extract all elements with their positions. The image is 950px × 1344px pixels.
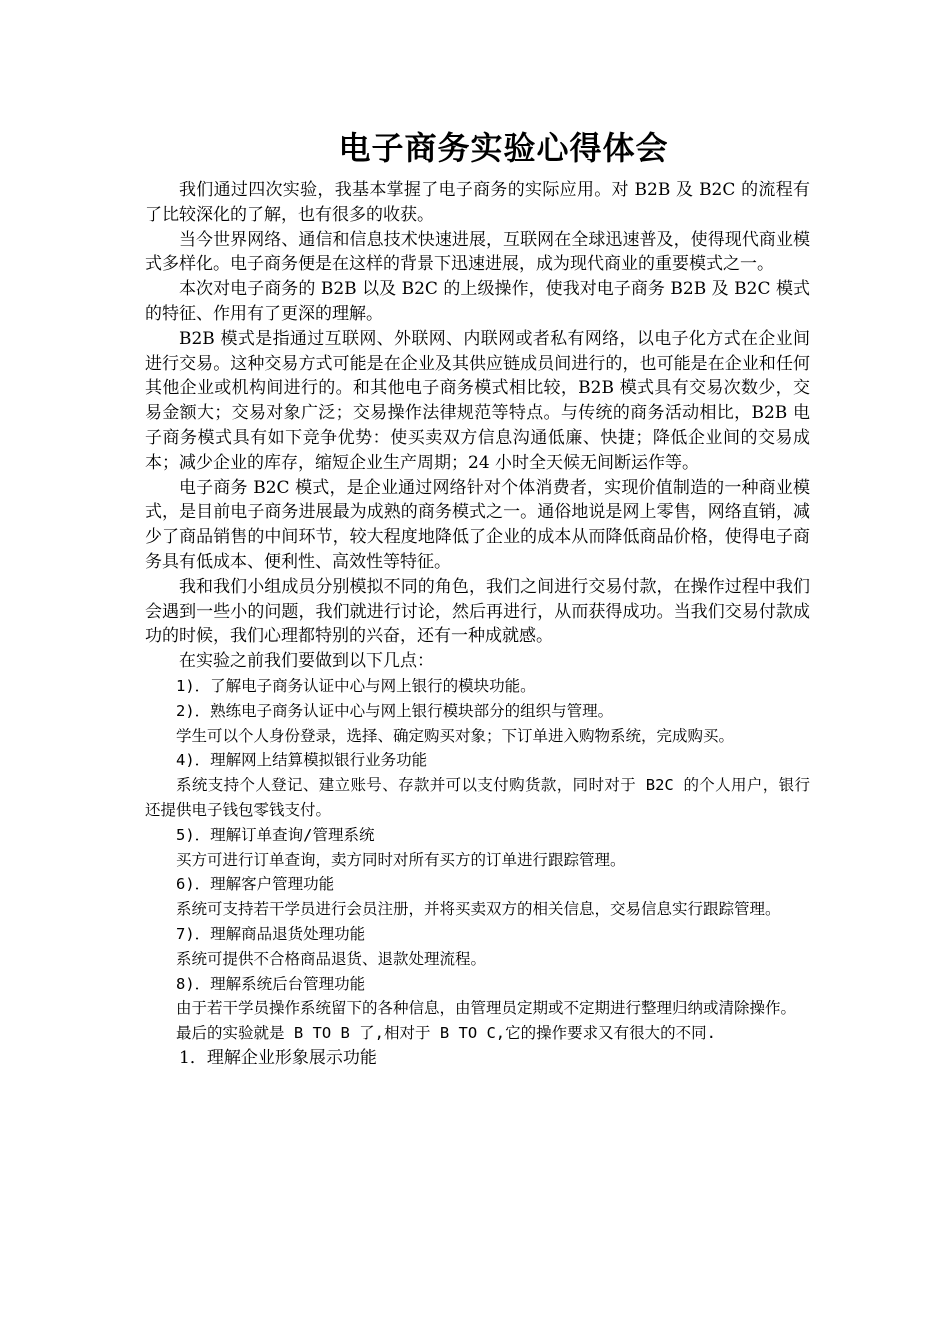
paragraph: 我和我们小组成员分别模拟不同的角色，我们之间进行交易付款，在操作过程中我们会遇到一些小的问题，我们就进行讨论，然后再进行，从而获得成功。当我们交易付款成功的时候，我们心理都特别的兴奋，还有一种成就感。 bbox=[145, 576, 810, 647]
paragraph: 系统可提供不合格商品退货、退款处理流程。 bbox=[176, 949, 487, 968]
paragraph: B2B 模式是指通过互联网、外联网、内联网或者私有网络，以电子化方式在企业间进行交易。这种交易方式可能是在企业及其供应链成员间进行的，也可能是在企业和任何其他企业或机构间进行的。和其他电子商务模式相比较，B2B 模式具有交易次数少，交易金额大；交易对象广泛；交易操作法律规范等特点。与传统的商务活动相比，B2B 电子商务模式具有如下竞争优势：使买卖双方信息沟通低廉、快捷；降低企业间的交易成本；减少企业的库存，缩短企业生产周期；24 小时全天候无间断运作等。 bbox=[145, 328, 810, 473]
paragraph: 学生可以个人身份登录，选择、确定购买对象；下订单进入购物系统，完成购买。 bbox=[176, 726, 735, 745]
list-item: 4)．理解网上结算模拟银行业务功能 bbox=[176, 751, 428, 770]
paragraph: 由于若干学员操作系统留下的各种信息，由管理员定期或不定期进行整理归纳或清除操作。 bbox=[176, 999, 797, 1018]
list-item: 7)．理解商品退货处理功能 bbox=[176, 924, 366, 943]
list-item: 2)．熟练电子商务认证中心与网上银行模块部分的组织与管理。 bbox=[176, 701, 614, 720]
document-title: 电子商务实验心得体会 bbox=[338, 129, 669, 167]
paragraph: 买方可进行订单查询，卖方同时对所有买方的订单进行跟踪管理。 bbox=[176, 850, 626, 869]
paragraph: 最后的实验就是 B TO B 了,相对于 B TO C,它的操作要求又有很大的不同. bbox=[176, 1024, 716, 1043]
list-item: 5)．理解订单查询/管理系统 bbox=[176, 825, 375, 844]
paragraph: 当今世界网络、通信和信息技术快速进展，互联网在全球迅速普及，使得现代商业模式多样化。电子商务便是在这样的背景下迅速进展，成为现代商业的重要模式之一。 bbox=[145, 229, 810, 275]
paragraph: 电子商务 B2C 模式，是企业通过网络针对个体消费者，实现价值制造的一种商业模式，是目前电子商务进展最为成熟的商务模式之一。通俗地说是网上零售，网络直销，减少了商品销售的中间环节，较大程度地降低了企业的成本从而降低商品价格，使得电子商务具有低成本、便利性、高效性等特征。 bbox=[145, 477, 810, 572]
list-item: 6)．理解客户管理功能 bbox=[176, 875, 335, 894]
document-page bbox=[145, 118, 810, 1071]
paragraph: 本次对电子商务的 B2B 以及 B2C 的上级操作，使我对电子商务 B2B 及 B2C 模式的特征、作用有了更深的理解。 bbox=[145, 279, 810, 324]
paragraph: 我们通过四次实验，我基本掌握了电子商务的实际应用。对 B2B 及 B2C 的流程有了比较深化的了解，也有很多的收获。 bbox=[145, 180, 810, 225]
paragraph: 系统支持个人登记、建立账号、存款并可以支付购货款，同时对于 B2C 的个人用户，银行还提供电子钱包零钱支付。 bbox=[145, 776, 810, 819]
paragraph: 在实验之前我们要做到以下几点： bbox=[179, 651, 434, 672]
list-item: 1．理解企业形象展示功能 bbox=[179, 1047, 377, 1068]
list-item: 1)．了解电子商务认证中心与网上银行的模块功能。 bbox=[176, 676, 536, 695]
list-item: 8)．理解系统后台管理功能 bbox=[176, 974, 366, 993]
paragraph: 系统可支持若干学员进行会员注册，并将买卖双方的相关信息，交易信息实行跟踪管理。 bbox=[176, 900, 781, 919]
